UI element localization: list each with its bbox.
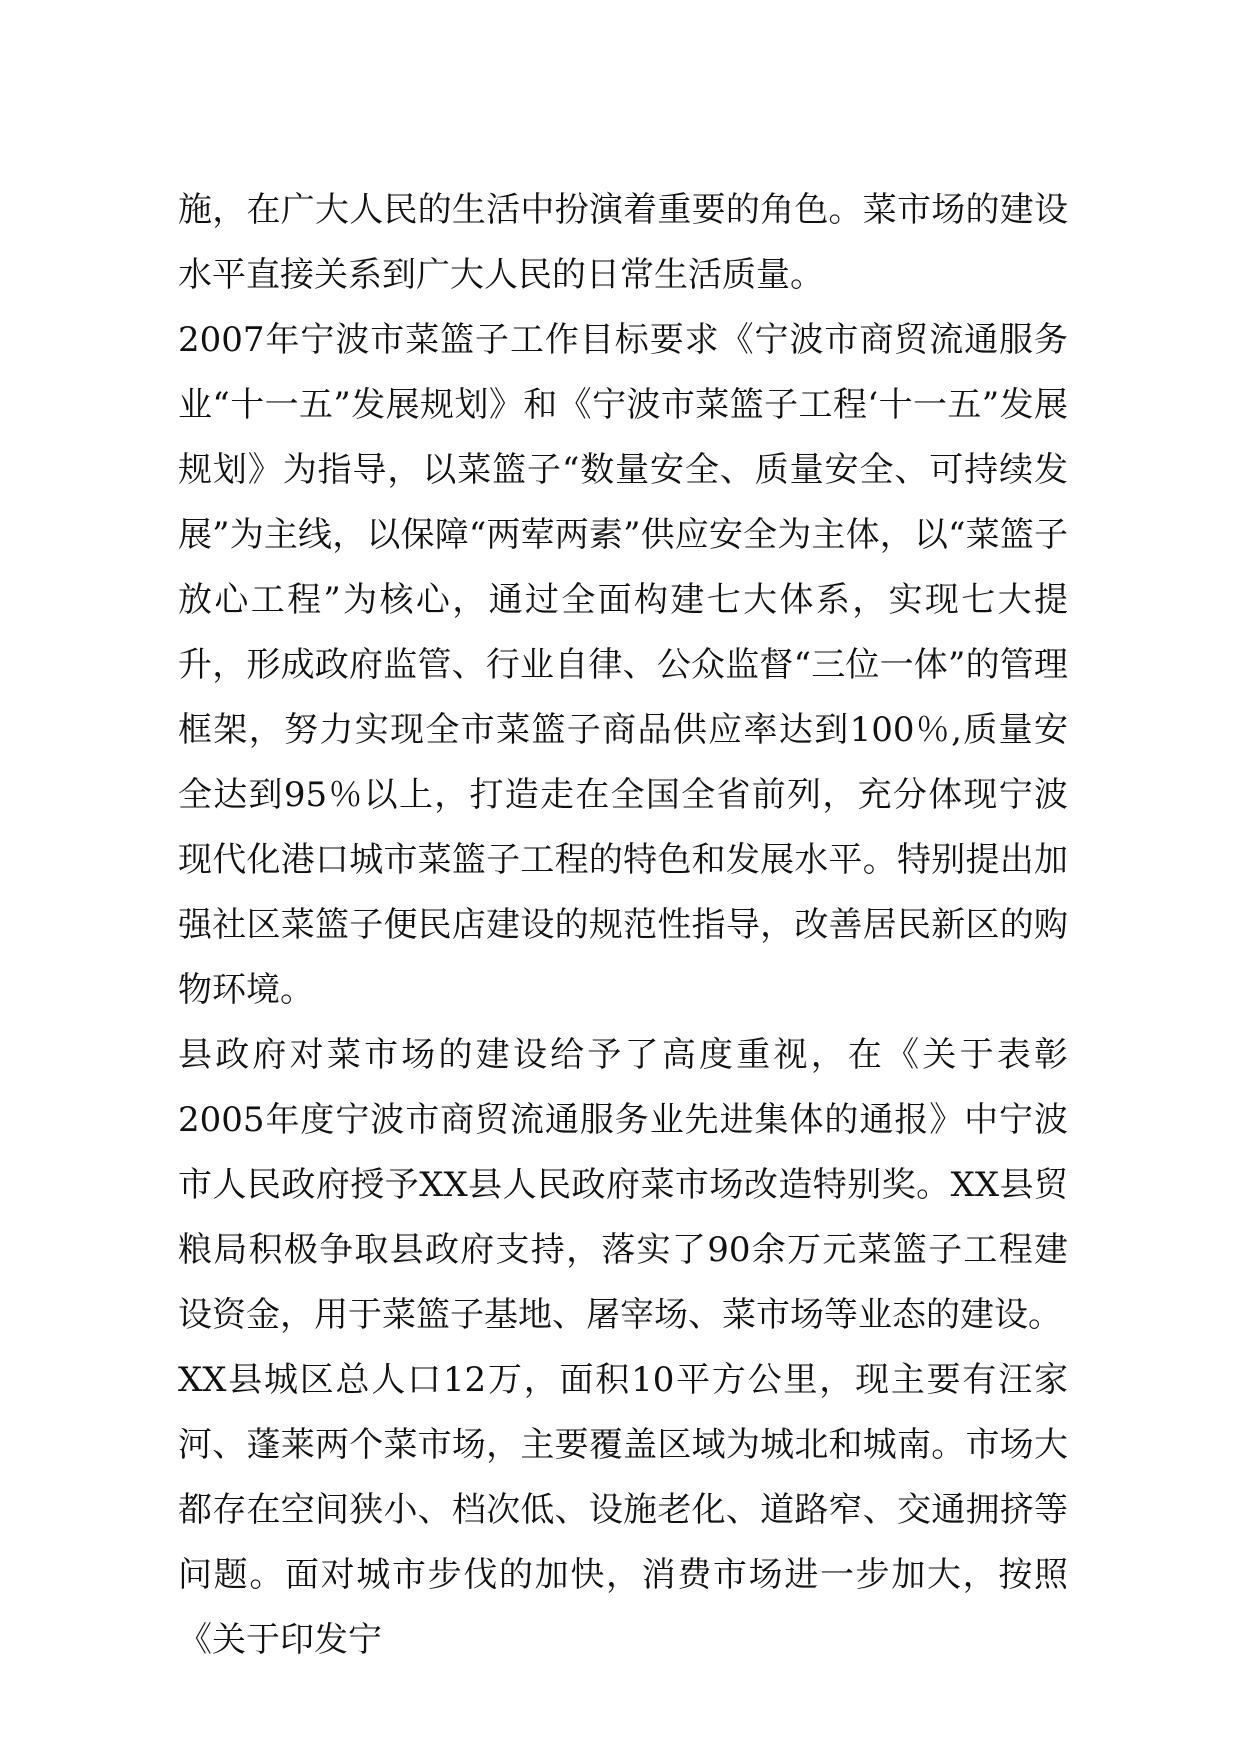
paragraph-3: 县政府对菜市场的建设给予了高度重视，在《关于表彰2005年度宁波市商贸流通服务业先进集体的通报》中宁波市人民政府授予XX县人民政府菜市场改造特别奖。XX县贸粮局积极争取县政府支持，落实了90余万元菜篮子工程建设资金，用于菜篮子基地、屠宰场、菜市场等业态的建设。 xyxy=(178,1035,1068,1335)
paragraph-2: 2007年宁波市菜篮子工作目标要求《宁波市商贸流通服务业“十一五”发展规划》和《宁波市菜篮子工程‘十一五”发展规划》为指导，以菜篮子“数量安全、质量安全、可持续发展”为主线，以保障“两荤两素”供应安全为主体，以“菜篮子放心工程”为核心，通过全面构建七大体系，实现七大提升，形成政府监管、行业自律、公众监督“三位一体”的管理框架，努力实现全市菜篮子商品供应率达到100％,质量安全达到95％以上，打造走在全国全省前列，充分体现宁波现代化港口城市菜篮子工程的特色和发展水平。特别提出加强社区菜篮子便民店建设的规范性指导，改善居民新区的购物环境。 xyxy=(178,320,1068,1010)
paragraph-1: 施，在广大人民的生活中扮演着重要的角色。菜市场的建设水平直接关系到广大人民的日常生活质量。 xyxy=(178,190,1068,295)
document-body xyxy=(178,178,1068,1673)
paragraph-4: XX县城区总人口12万，面积10平方公里，现主要有汪家河、蓬莱两个菜市场，主要覆盖区域为城北和城南。市场大都存在空间狭小、档次低、设施老化、道路窄、交通拥挤等问题。面对城市步伐的加快，消费市场进一步加大，按照《关于印发宁 xyxy=(178,1360,1068,1660)
